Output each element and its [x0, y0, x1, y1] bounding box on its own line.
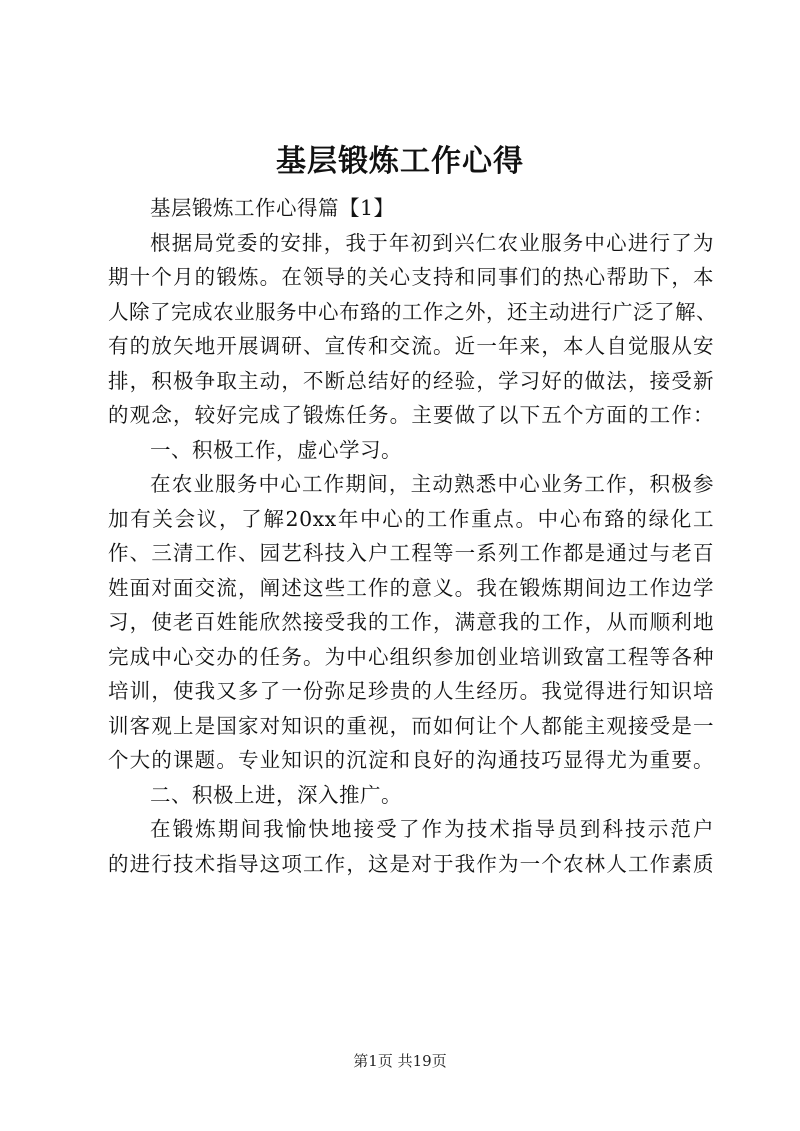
paragraph-line: 在锻炼期间我愉快地接受了作为技术指导员到科技示范户 [150, 817, 714, 841]
paragraph-line: 完成中心交办的任务。为中心组织参加创业培训致富工程等各种 [108, 644, 714, 669]
document-title: 基层锻炼工作心得 [276, 144, 524, 179]
paragraph-line: 排，积极争取主动，不断总结好的经验，学习好的做法，接受新 [108, 368, 714, 393]
paragraph-line: 在农业服务中心工作期间，主动熟悉中心业务工作，积极参 [150, 472, 714, 496]
paragraph-line: 的观念，较好完成了锻炼任务。主要做了以下五个方面的工作： [108, 403, 714, 427]
section-heading: 二、积极上进，深入推广。 [150, 782, 402, 807]
paragraph-line: 人除了完成农业服务中心布臵的工作之外，还主动进行广泛了解、 [108, 299, 717, 324]
paragraph-line: 培训，使我又多了一份弥足珍贵的人生经历。我觉得进行知识培 [108, 679, 714, 703]
paragraph-line: 姓面对面交流，阐述这些工作的意义。我在锻炼期间边工作边学 [108, 575, 714, 600]
paragraph-line: 的进行技术指导这项工作，这是对于我作为一个农林人工作素质 [108, 851, 714, 876]
paragraph-line: 训客观上是国家对知识的重视，而如何让个人都能主观接受是一 [108, 713, 714, 738]
paragraph-line: 习，使老百姓能欣然接受我的工作，满意我的工作，从而顺利地 [108, 610, 714, 634]
paragraph-line: 有的放矢地开展调研、宣传和交流。近一年来，本人自觉服从安 [108, 334, 714, 358]
section-heading: 一、积极工作，虚心学习。 [150, 437, 402, 462]
section-heading: 基层锻炼工作心得篇【1】 [150, 196, 395, 220]
paragraph-line: 期十个月的锻炼。在领导的关心支持和同事们的热心帮助下，本 [108, 265, 714, 289]
page-footer: 第1页 共19页 [353, 1052, 447, 1070]
document-body [108, 191, 717, 881]
paragraph-line: 根据局党委的安排，我于年初到兴仁农业服务中心进行了为 [150, 230, 714, 255]
paragraph-line: 作、三清工作、园艺科技入户工程等一系列工作都是通过与老百 [108, 541, 714, 565]
paragraph-line: 加有关会议，了解20xx年中心的工作重点。中心布臵的绿化工 [108, 506, 714, 531]
paragraph-line: 个大的课题。专业知识的沉淀和良好的沟通技巧显得尤为重要。 [108, 748, 714, 772]
